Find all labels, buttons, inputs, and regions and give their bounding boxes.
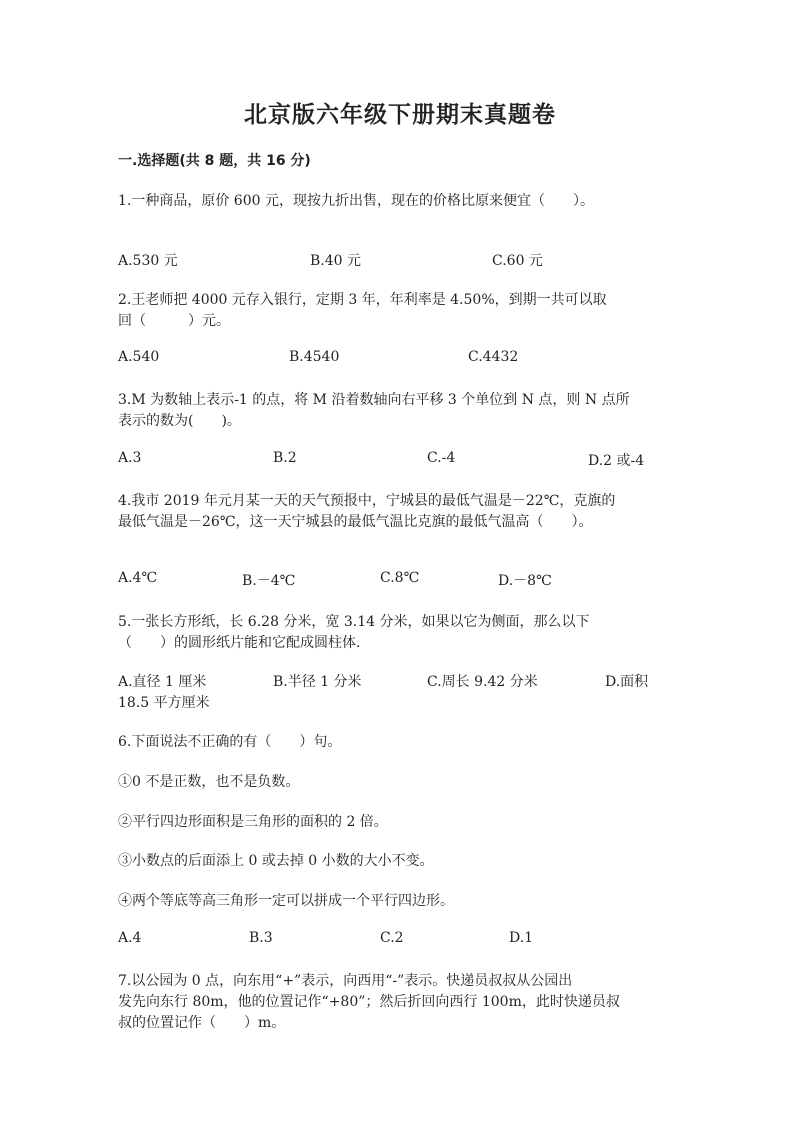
question-text: （ ）的圆形纸片能和它配成圆柱体. <box>118 635 361 651</box>
option-b: B.2 <box>273 450 297 466</box>
question-text: 4.我市 2019 年元月某一天的天气预报中，宁城县的最低气温是－22℃，克旗的 <box>118 493 616 509</box>
option-c: C.-4 <box>427 450 456 466</box>
option-c: C.4432 <box>468 349 519 365</box>
statement-4: ④两个等底等高三角形一定可以拼成一个平行四边形。 <box>118 893 454 909</box>
option-d: D.2 或-4 <box>588 453 645 469</box>
option-a: A.4℃ <box>118 570 158 586</box>
option-c: C.60 元 <box>492 253 543 269</box>
question-text: 1.一种商品，原价 600 元，现按九折出售，现在的价格比原来便宜（ ）。 <box>118 193 594 209</box>
question-text: 3.M 为数轴上表示-1 的点，将 M 沿着数轴向右平移 3 个单位到 N 点，则 N 点所 <box>118 392 630 408</box>
question-text: 叔的位置记作（ ）m。 <box>118 1015 286 1031</box>
section-heading: 一.选择题(共 8 题，共 16 分) <box>118 153 311 169</box>
option-c: C.周长 9.42 分米 <box>427 674 538 690</box>
page-title: 北京版六年级下册期末真题卷 <box>244 102 556 128</box>
option-d: D.1 <box>509 930 534 946</box>
option-a: A.4 <box>118 930 142 946</box>
option-b: B.3 <box>249 930 273 946</box>
option-d: D.－8℃ <box>498 573 552 589</box>
option-a: A.直径 1 厘米 <box>118 674 207 690</box>
option-b: B.4540 <box>289 349 340 365</box>
option-a: A.540 <box>118 349 160 365</box>
statement-3: ③小数点的后面添上 0 或去掉 0 小数的大小不变。 <box>118 853 434 869</box>
question-text: 发先向东行 80m，他的位置记作“+80”；然后折回向西行 100m，此时快递员叔 <box>118 994 620 1010</box>
statement-1: ①0 不是正数，也不是负数。 <box>118 774 300 790</box>
question-text: 2.王老师把 4000 元存入银行，定期 3 年，年利率是 4.50%，到期一共可以取 <box>118 292 607 308</box>
option-a: A.3 <box>118 450 142 466</box>
option-a: A.530 元 <box>118 253 178 269</box>
question-text: 表示的数为( )。 <box>118 413 241 429</box>
option-d: D.面积 <box>605 674 649 690</box>
question-text: 7.以公园为 0 点，向东用“+”表示，向西用“-”表示。快递员叔叔从公园出 <box>118 973 573 989</box>
option-c: C.8℃ <box>380 570 420 586</box>
option-b: B.半径 1 分米 <box>273 674 362 690</box>
option-c: C.2 <box>380 930 404 946</box>
option-b: B.40 元 <box>310 253 362 269</box>
statement-2: ②平行四边形面积是三角形的面积的 2 倍。 <box>118 814 388 830</box>
question-text: 6.下面说法不正确的有（ ）句。 <box>118 734 342 750</box>
option-d-continued: 18.5 平方厘米 <box>118 695 210 711</box>
question-text: 5.一张长方形纸，长 6.28 分米，宽 3.14 分米，如果以它为侧面，那么以下 <box>118 614 590 630</box>
question-text: 最低气温是－26℃，这一天宁城县的最低气温比克旗的最低气温高（ ）。 <box>118 514 593 530</box>
option-b: B.－4℃ <box>242 573 296 589</box>
question-text: 回（ ）元。 <box>118 313 230 329</box>
